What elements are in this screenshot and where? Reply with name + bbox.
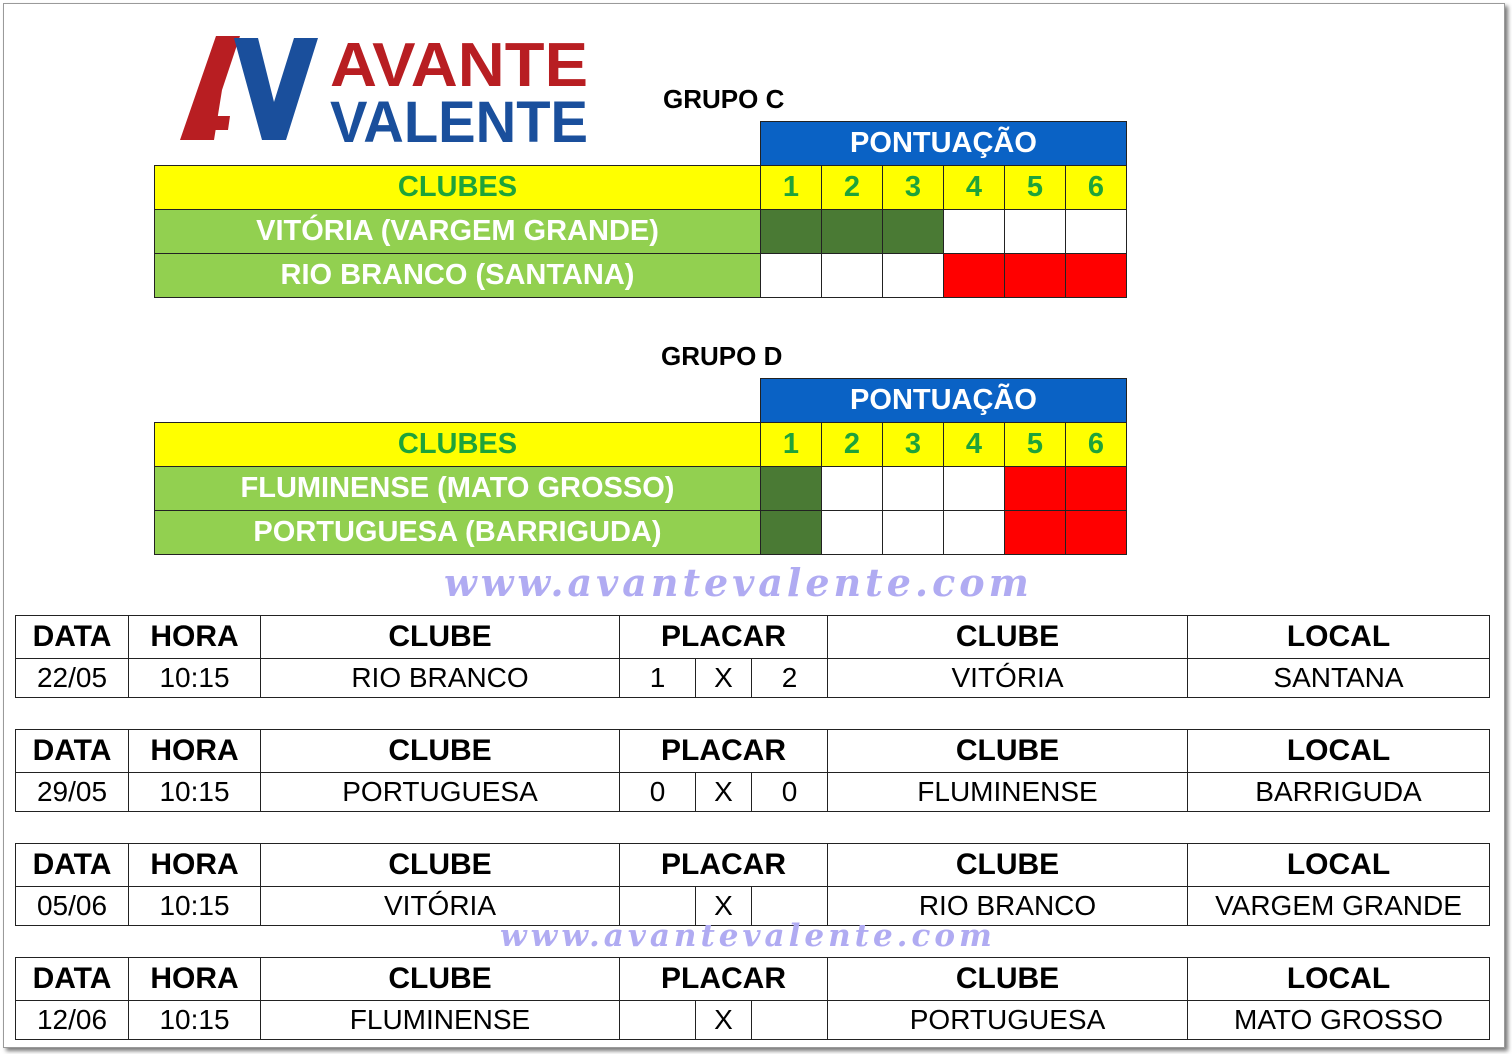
score-cell	[944, 511, 1005, 555]
match-table	[15, 729, 1490, 812]
away-club: VITÓRIA	[828, 659, 1188, 698]
score-cell	[761, 467, 822, 511]
score-cell	[944, 210, 1005, 254]
home-club-header: CLUBE	[261, 616, 620, 659]
score-header: PLACAR	[620, 730, 828, 773]
round-header: 4	[944, 166, 1005, 210]
round-header: 6	[1066, 166, 1127, 210]
match-time: 10:15	[129, 773, 261, 812]
score-cell	[1005, 254, 1066, 298]
home-club: VITÓRIA	[261, 887, 620, 926]
logo-line1: AVANTE	[330, 31, 588, 100]
score-cell	[1066, 511, 1127, 555]
match-time: 10:15	[129, 659, 261, 698]
score-header: PLACAR	[620, 958, 828, 1001]
venue-header: LOCAL	[1188, 958, 1490, 1001]
date-header: DATA	[16, 730, 129, 773]
match-venue: SANTANA	[1188, 659, 1490, 698]
home-club: PORTUGUESA	[261, 773, 620, 812]
match-venue: MATO GROSSO	[1188, 1001, 1490, 1040]
score-cell	[1005, 467, 1066, 511]
away-club-header: CLUBE	[828, 958, 1188, 1001]
clubs-header: CLUBES	[155, 166, 761, 210]
club-name: PORTUGUESA (BARRIGUDA)	[155, 511, 761, 555]
score-cell	[822, 210, 883, 254]
watermark-url: www.avantevalente.com	[444, 560, 1033, 605]
club-name: VITÓRIA (VARGEM GRANDE)	[155, 210, 761, 254]
round-header: 6	[1066, 423, 1127, 467]
score-cell	[883, 511, 944, 555]
score-cell	[883, 467, 944, 511]
time-header: HORA	[129, 844, 261, 887]
match-table	[15, 843, 1490, 926]
time-header: HORA	[129, 616, 261, 659]
score-cell	[1005, 511, 1066, 555]
points-header: PONTUAÇÃO	[761, 122, 1127, 166]
score-cell	[1005, 210, 1066, 254]
home-score	[620, 1001, 696, 1040]
match-venue: VARGEM GRANDE	[1188, 887, 1490, 926]
logo-line2: VALENTE	[330, 90, 588, 148]
date-header: DATA	[16, 616, 129, 659]
score-header: PLACAR	[620, 844, 828, 887]
group-d-title: GRUPO D	[661, 341, 783, 371]
date-header: DATA	[16, 958, 129, 1001]
time-header: HORA	[129, 958, 261, 1001]
away-score	[752, 1001, 828, 1040]
round-header: 4	[944, 423, 1005, 467]
venue-header: LOCAL	[1188, 730, 1490, 773]
round-header: 3	[883, 166, 944, 210]
score-cell	[883, 254, 944, 298]
away-score: 0	[752, 773, 828, 812]
score-separator: X	[696, 659, 752, 698]
away-club: FLUMINENSE	[828, 773, 1188, 812]
time-header: HORA	[129, 730, 261, 773]
match-date: 05/06	[16, 887, 129, 926]
home-club: FLUMINENSE	[261, 1001, 620, 1040]
home-club: RIO BRANCO	[261, 659, 620, 698]
round-header: 2	[822, 166, 883, 210]
score-separator: X	[696, 1001, 752, 1040]
away-club-header: CLUBE	[828, 730, 1188, 773]
round-header: 3	[883, 423, 944, 467]
round-header: 5	[1005, 423, 1066, 467]
score-cell	[883, 210, 944, 254]
group-c-title: GRUPO C	[663, 84, 785, 114]
away-club-header: CLUBE	[828, 844, 1188, 887]
round-header: 1	[761, 423, 822, 467]
score-cell	[822, 511, 883, 555]
points-header: PONTUAÇÃO	[761, 379, 1127, 423]
group-d-table	[154, 378, 1127, 555]
score-cell	[822, 254, 883, 298]
home-score: 0	[620, 773, 696, 812]
home-club-header: CLUBE	[261, 844, 620, 887]
match-table	[15, 957, 1490, 1040]
date-header: DATA	[16, 844, 129, 887]
score-cell	[761, 210, 822, 254]
venue-header: LOCAL	[1188, 844, 1490, 887]
score-separator: X	[696, 773, 752, 812]
score-header: PLACAR	[620, 616, 828, 659]
match-date: 29/05	[16, 773, 129, 812]
home-score: 1	[620, 659, 696, 698]
score-cell	[944, 467, 1005, 511]
match-venue: BARRIGUDA	[1188, 773, 1490, 812]
match-time: 10:15	[129, 1001, 261, 1040]
home-club-header: CLUBE	[261, 958, 620, 1001]
score-cell	[822, 467, 883, 511]
score-cell	[1066, 467, 1127, 511]
match-date: 22/05	[16, 659, 129, 698]
home-club-header: CLUBE	[261, 730, 620, 773]
away-club-header: CLUBE	[828, 616, 1188, 659]
away-club: PORTUGUESA	[828, 1001, 1188, 1040]
round-header: 1	[761, 166, 822, 210]
round-header: 2	[822, 423, 883, 467]
score-cell	[761, 254, 822, 298]
score-separator: X	[696, 887, 752, 926]
watermark-url: www.avantevalente.com	[500, 918, 996, 954]
venue-header: LOCAL	[1188, 616, 1490, 659]
score-cell	[944, 254, 1005, 298]
score-cell	[761, 511, 822, 555]
round-header: 5	[1005, 166, 1066, 210]
group-c-table	[154, 121, 1127, 298]
away-club: RIO BRANCO	[828, 887, 1188, 926]
club-name: RIO BRANCO (SANTANA)	[155, 254, 761, 298]
away-score: 2	[752, 659, 828, 698]
match-time: 10:15	[129, 887, 261, 926]
score-cell	[1066, 254, 1127, 298]
club-name: FLUMINENSE (MATO GROSSO)	[155, 467, 761, 511]
match-table	[15, 615, 1490, 698]
score-cell	[1066, 210, 1127, 254]
match-date: 12/06	[16, 1001, 129, 1040]
clubs-header: CLUBES	[155, 423, 761, 467]
